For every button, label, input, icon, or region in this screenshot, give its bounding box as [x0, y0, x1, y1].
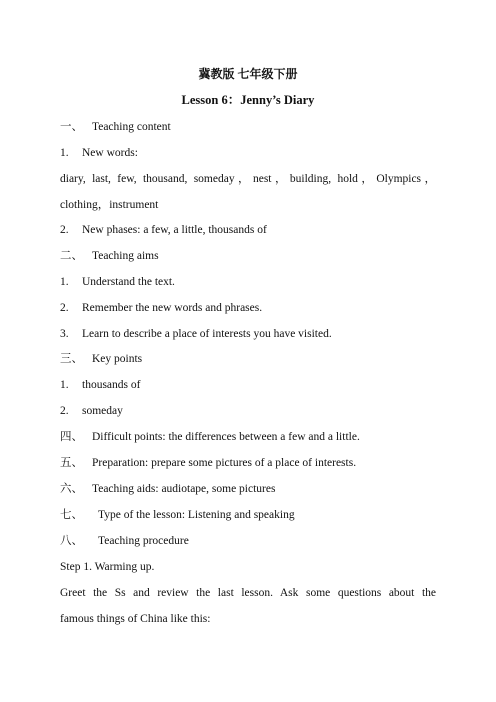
section-heading: Teaching aims	[92, 250, 159, 262]
section-heading: Key points	[92, 353, 143, 365]
item-text: Understand the text.	[82, 276, 175, 288]
section-marker: 二、	[60, 250, 83, 262]
section-heading: Type of the lesson: Listening and speaking	[98, 509, 295, 521]
section-lesson-type	[60, 508, 295, 522]
item-text: Learn to describe a place of interests you have visited.	[82, 328, 332, 340]
section-key-points	[60, 352, 142, 366]
aim-item	[60, 327, 332, 341]
item-text: New words:	[82, 147, 138, 159]
step-heading: Step 1. Warming up.	[60, 561, 155, 573]
section-difficult-points	[60, 430, 360, 444]
item-number: 3.	[60, 328, 69, 340]
key-point-item	[60, 404, 123, 418]
section-marker: 六、	[60, 483, 83, 495]
item-text: thousands of	[82, 379, 141, 391]
section-marker: 八、	[60, 535, 83, 547]
item-text: New phases: a few, a little, thousands of	[82, 224, 267, 236]
section-heading: Teaching aids: audiotape, some pictures	[92, 483, 276, 495]
item-number: 1.	[60, 276, 69, 288]
edition-title: 冀教版 七年级下册	[198, 67, 298, 81]
paragraph-line-1: Greet the Ss and review the last lesson. Ask some questions about the	[60, 587, 436, 599]
section-preparation	[60, 456, 356, 470]
section-teaching-aids	[60, 482, 275, 496]
aim-item	[60, 275, 175, 289]
key-point-item	[60, 378, 140, 392]
section-heading: Teaching content	[92, 121, 171, 133]
new-words-line-2: clothing，instrument	[60, 199, 159, 211]
section-marker: 三、	[60, 353, 83, 365]
item-number: 1.	[60, 147, 69, 159]
item-number: 2.	[60, 302, 69, 314]
section-heading: Teaching procedure	[98, 535, 189, 547]
section-marker: 一、	[60, 121, 83, 133]
item-text: Remember the new words and phrases.	[82, 302, 263, 314]
item-number: 2.	[60, 405, 69, 417]
section-teaching-content	[60, 120, 171, 134]
section-heading: Difficult points: the differences between a few and a little.	[92, 431, 360, 443]
new-phrases	[60, 223, 267, 237]
section-teaching-aims	[60, 249, 159, 263]
paragraph-line-2: famous things of China like this:	[60, 613, 211, 625]
section-marker: 四、	[60, 431, 83, 443]
item-text: someday	[82, 405, 123, 417]
lesson-title: Lesson 6：Jenny’s Diary	[181, 93, 315, 107]
new-words-label	[60, 146, 138, 160]
item-number: 1.	[60, 379, 69, 391]
section-heading: Preparation: prepare some pictures of a place of interests.	[92, 457, 357, 469]
aim-item	[60, 301, 262, 315]
section-marker: 七、	[60, 509, 83, 521]
section-marker: 五、	[60, 457, 83, 469]
section-teaching-procedure	[60, 534, 189, 548]
item-number: 2.	[60, 224, 69, 236]
new-words-line-1: diary, last, few, thousand, someday，nest，building, hold，Olympics，	[60, 173, 436, 185]
